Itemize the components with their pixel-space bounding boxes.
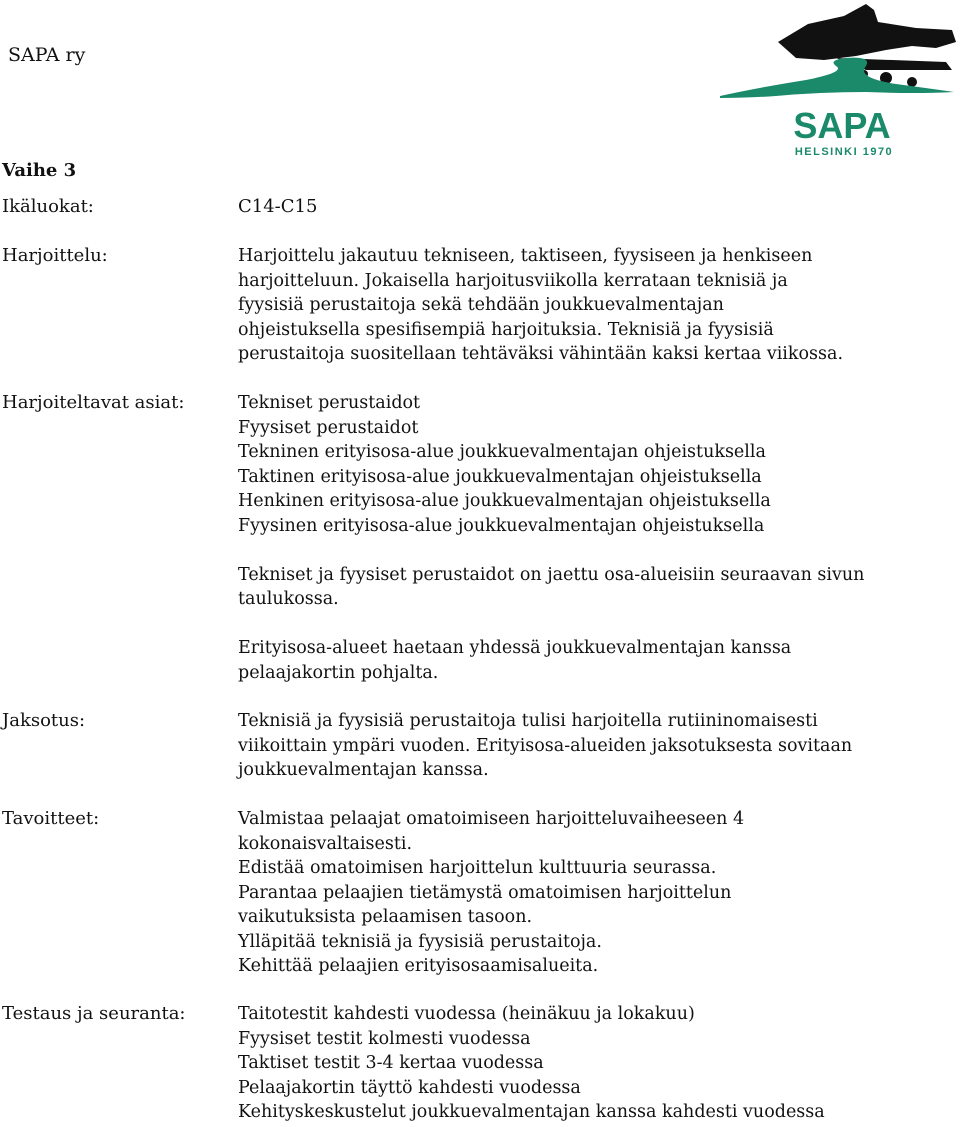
topic-item: Henkinen erityisosa-alue joukkuevalmentajan ohjeistuksella — [238, 491, 771, 511]
testing-item: Taktiset testit 3-4 kertaa vuodessa — [238, 1053, 544, 1073]
sapa-logo — [716, 0, 960, 160]
topic-item: Taktinen erityisosa-alue joukkuevalmentajan ohjeistuksella — [238, 466, 762, 487]
age-groups-label: Ikäluokat: — [2, 196, 94, 217]
topic-item: Tekninen erityisosa-alue joukkuevalmentajan ohjeistuksella — [238, 442, 766, 462]
goal-item: Valmistaa pelaajat omatoimiseen harjoitteluvaiheeseen 4 kokonaisvaltaisesti. — [238, 809, 745, 854]
logo-text: SAPA — [793, 105, 891, 146]
testing-item: Kehityskeskustelut joukkuevalmentajan kanssa kahdesti vuodessa — [238, 1102, 825, 1122]
phase-title: Vaihe 3 — [2, 160, 77, 181]
topics-note-special: Erityisosa-alueet haetaan yhdessä joukkuevalmentajan kanssa pelaajakortin pohjalta. — [238, 638, 792, 683]
topic-item: Fyysiset perustaidot — [238, 417, 419, 438]
ski-boot-icon — [778, 4, 956, 87]
testing-label: Testaus ja seuranta: — [2, 1003, 186, 1024]
goal-item: Ylläpitää teknisiä ja fyysisiä perustaitoja. — [238, 931, 602, 952]
periodization-description: Teknisiä ja fyysisiä perustaitoja tulisi harjoitella rutiininomaisesti viikoittain ympäri vuoden. Erityisosa-alueiden jaksotuksesta sovitaan joukkuevalmentajan kanssa. — [238, 711, 853, 780]
training-label: Harjoittelu: — [2, 245, 108, 266]
goal-item: Kehittää pelaajien erityisosaamisalueita. — [238, 956, 599, 976]
topics-list — [238, 391, 878, 685]
testing-item: Taitotestit kahdesti vuodessa (heinäkuu ja lokakuu) — [238, 1004, 695, 1024]
topic-item: Tekniset perustaidot — [238, 393, 421, 413]
logo-subtext: HELSINKI 1970 — [794, 146, 894, 158]
training-description: Harjoittelu jakautuu tekniseen, taktiseen, fyysiseen ja henkiseen harjoitteluun. Jokaisella harjoitusviikolla kerrataan teknisiä ja fyysisiä perustaitoja sekä tehdään joukkuevalmentajan ohjeistuksella spesifisempiä harjoituksia. Teknisiä ja fyysisiä perustaitoja suositellaan tehtäväksi vähintään kaksi kertaa viikossa. — [238, 246, 844, 364]
goals-list — [238, 807, 838, 979]
goals-label: Tavoitteet: — [2, 808, 100, 829]
goal-item: Edistää omatoimisen harjoittelun kulttuuria seurassa. — [238, 858, 717, 878]
testing-item: Pelaajakortin täyttö kahdesti vuodessa — [238, 1077, 581, 1098]
topics-note-split: Tekniset ja fyysiset perustaidot on jaettu osa-alueisiin seuraavan sivun taulukossa. — [238, 564, 865, 609]
age-groups-value: C14-C15 — [238, 196, 318, 217]
testing-item: Fyysiset testit kolmesti vuodessa — [238, 1028, 531, 1049]
goal-item: Parantaa pelaajien tietämystä omatoimisen harjoittelun vaikutuksista pelaamisen tasoon. — [238, 882, 732, 927]
periodization-label: Jaksotus: — [2, 710, 86, 731]
topic-item: Fyysinen erityisosa-alue joukkuevalmentajan ohjeistuksella — [238, 515, 765, 536]
testing-list — [238, 1002, 938, 1125]
org-name: SAPA ry — [8, 44, 86, 66]
topics-label: Harjoiteltavat asiat: — [2, 392, 185, 413]
